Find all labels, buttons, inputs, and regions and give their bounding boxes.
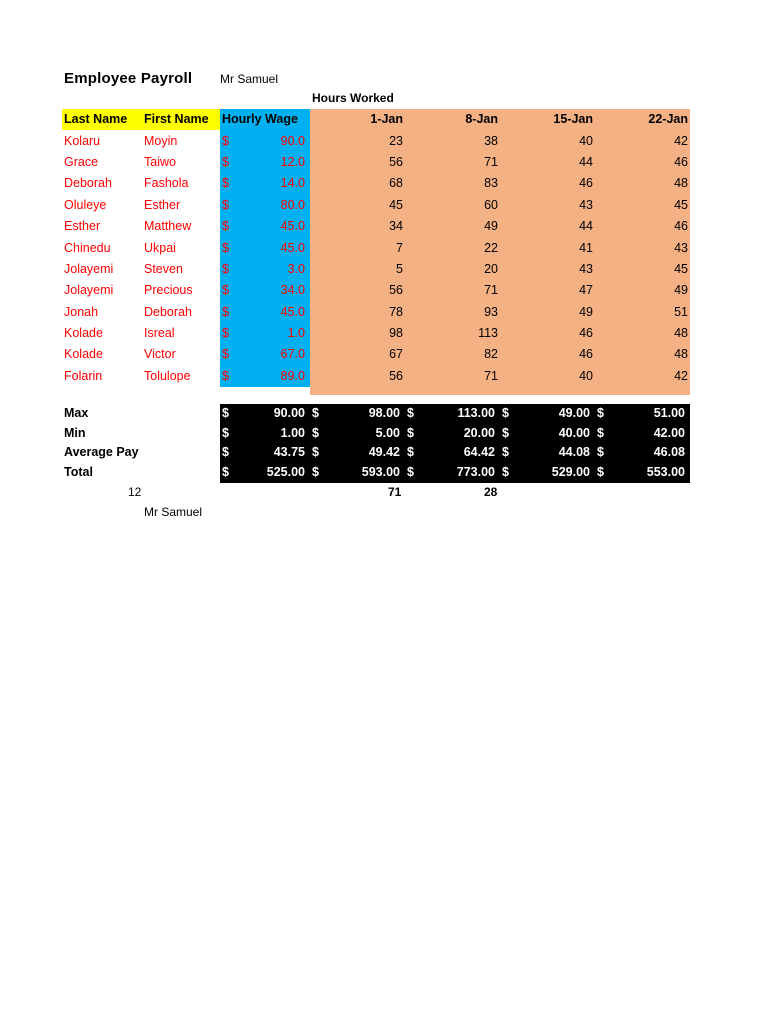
last-name-cell[interactable]: Deborah xyxy=(64,176,112,191)
hours-cell[interactable]: 43 xyxy=(595,237,690,258)
summary-value: 525.00 xyxy=(266,465,305,480)
last-name-cell[interactable]: Oluleye xyxy=(64,197,107,212)
table-row xyxy=(62,280,690,301)
hours-cell[interactable]: 7 xyxy=(310,237,405,258)
hours-cell[interactable]: 46 xyxy=(500,173,595,194)
header-date-4[interactable]: 22-Jan xyxy=(595,109,690,130)
summary-table xyxy=(62,404,690,483)
summary-value: 64.42 xyxy=(463,445,495,460)
table-row xyxy=(62,259,690,280)
hours-cell[interactable]: 23 xyxy=(310,130,405,151)
summary-value: 49.42 xyxy=(368,445,400,460)
table-row xyxy=(62,237,690,258)
hours-worked-header[interactable]: Hours Worked xyxy=(312,91,394,105)
summary-value: 113.00 xyxy=(457,406,495,420)
hours-cell[interactable]: 22 xyxy=(405,237,500,258)
summary-value-cell[interactable] xyxy=(595,443,690,463)
first-name-cell[interactable]: Esther xyxy=(144,197,181,212)
header-hourly-wage[interactable]: Hourly Wage xyxy=(220,109,310,130)
last-name-cell[interactable]: Jolayemi xyxy=(64,283,114,298)
currency-symbol: $ xyxy=(222,445,229,460)
currency-symbol: $ xyxy=(222,304,229,319)
currency-symbol: $ xyxy=(222,219,229,234)
wage-value: 67.0 xyxy=(280,347,305,362)
summary-value-cell[interactable] xyxy=(500,404,595,424)
hours-cell[interactable]: 38 xyxy=(405,130,500,151)
hours-cell[interactable]: 113 xyxy=(405,323,500,344)
last-name-cell[interactable]: Kolade xyxy=(64,326,103,341)
table-row xyxy=(62,302,690,323)
summary-value: 40.00 xyxy=(558,425,590,440)
currency-symbol: $ xyxy=(312,465,319,480)
header-first-name[interactable]: First Name xyxy=(142,109,220,130)
first-name-cell[interactable]: Victor xyxy=(144,347,176,362)
hours-cell[interactable]: 45 xyxy=(595,259,690,280)
hours-cell[interactable]: 41 xyxy=(500,237,595,258)
wage-value: 12.0 xyxy=(280,154,305,169)
summary-value-cell[interactable] xyxy=(595,463,690,483)
summary-value: 529.00 xyxy=(551,465,590,480)
footer-value-a[interactable]: 12 xyxy=(128,485,142,499)
currency-symbol: $ xyxy=(222,154,229,169)
last-name-cell[interactable]: Folarin xyxy=(64,368,103,383)
wage-value: 14.0 xyxy=(280,176,305,191)
currency-symbol: $ xyxy=(502,445,509,460)
currency-symbol: $ xyxy=(222,240,229,255)
footer-value-b[interactable]: 71 xyxy=(388,485,402,499)
summary-value: 553.00 xyxy=(646,465,685,480)
last-name-cell[interactable]: Jolayemi xyxy=(64,261,114,276)
currency-symbol: $ xyxy=(222,133,229,148)
hours-cell[interactable]: 51 xyxy=(595,302,690,323)
summary-value: 43.75 xyxy=(273,445,305,460)
wage-value: 45.0 xyxy=(280,240,305,255)
summary-value: 98.00 xyxy=(368,406,400,420)
first-name-cell[interactable]: Deborah xyxy=(144,304,192,319)
hours-cell[interactable]: 78 xyxy=(310,302,405,323)
first-name-cell[interactable]: Precious xyxy=(144,283,193,298)
hours-cell[interactable]: 71 xyxy=(405,280,500,301)
hours-cell[interactable]: 71 xyxy=(405,366,500,387)
table-row xyxy=(62,216,690,237)
summary-value: 773.00 xyxy=(456,465,495,480)
first-name-cell[interactable]: Isreal xyxy=(144,326,175,341)
hours-cell[interactable]: 40 xyxy=(500,130,595,151)
last-name-cell[interactable]: Kolaru xyxy=(64,133,101,148)
hours-cell[interactable]: 5 xyxy=(310,259,405,280)
hours-cell[interactable]: 49 xyxy=(405,216,500,237)
wage-value: 80.0 xyxy=(280,197,305,212)
currency-symbol: $ xyxy=(597,406,604,420)
hours-cell[interactable]: 20 xyxy=(405,259,500,280)
header-date-3[interactable]: 15-Jan xyxy=(500,109,595,130)
currency-symbol: $ xyxy=(407,406,414,420)
summary-value-cell[interactable] xyxy=(220,463,310,483)
header-row xyxy=(62,109,690,130)
summary-value: 1.00 xyxy=(280,425,305,440)
currency-symbol: $ xyxy=(502,406,509,420)
hours-cell[interactable]: 44 xyxy=(500,216,595,237)
summary-value-cell[interactable] xyxy=(500,463,595,483)
summary-label[interactable]: Average Pay xyxy=(64,445,139,460)
wage-value: 90.0 xyxy=(280,133,305,148)
hours-cell[interactable]: 43 xyxy=(500,259,595,280)
summary-value-cell[interactable] xyxy=(595,404,690,424)
currency-symbol: $ xyxy=(222,347,229,362)
hours-cell[interactable]: 42 xyxy=(595,366,690,387)
hourly-wage-cell[interactable] xyxy=(220,323,310,344)
currency-symbol: $ xyxy=(222,176,229,191)
empty-cell[interactable] xyxy=(405,387,500,395)
hours-cell[interactable]: 46 xyxy=(595,152,690,173)
empty-cell[interactable] xyxy=(220,387,310,395)
wage-value: 89.0 xyxy=(280,368,305,383)
currency-symbol: $ xyxy=(222,326,229,341)
hourly-wage-cell[interactable] xyxy=(220,216,310,237)
summary-value: 51.00 xyxy=(653,406,685,420)
last-name-cell[interactable]: Esther xyxy=(64,219,101,234)
summary-value-cell[interactable] xyxy=(500,424,595,444)
currency-symbol: $ xyxy=(222,368,229,383)
summary-value: 5.00 xyxy=(375,425,400,440)
summary-value-cell[interactable] xyxy=(310,424,405,444)
currency-symbol: $ xyxy=(597,425,604,440)
payroll-table xyxy=(62,109,690,395)
summary-value-cell[interactable] xyxy=(310,443,405,463)
hours-cell[interactable]: 68 xyxy=(310,173,405,194)
author-cell[interactable]: Mr Samuel xyxy=(220,72,279,86)
hours-cell[interactable]: 48 xyxy=(595,323,690,344)
currency-symbol: $ xyxy=(222,406,229,420)
header-date-1[interactable]: 1-Jan xyxy=(310,109,405,130)
hours-cell[interactable]: 49 xyxy=(595,280,690,301)
summary-value: 44.08 xyxy=(558,445,590,460)
first-name-cell[interactable]: Ukpai xyxy=(144,240,176,255)
last-name-cell[interactable]: Jonah xyxy=(64,304,99,319)
summary-value-cell[interactable] xyxy=(310,404,405,424)
currency-symbol: $ xyxy=(222,197,229,212)
hourly-wage-cell[interactable] xyxy=(220,366,310,387)
hourly-wage-cell[interactable] xyxy=(220,280,310,301)
summary-row xyxy=(62,424,690,444)
currency-symbol: $ xyxy=(597,465,604,480)
hours-cell[interactable]: 83 xyxy=(405,173,500,194)
last-name-cell[interactable]: Chinedu xyxy=(64,240,111,255)
currency-symbol: $ xyxy=(222,261,229,276)
summary-value-cell[interactable] xyxy=(500,443,595,463)
summary-value-cell[interactable] xyxy=(220,424,310,444)
summary-label[interactable]: Max xyxy=(64,406,89,420)
currency-symbol: $ xyxy=(312,425,319,440)
hours-cell[interactable]: 42 xyxy=(595,130,690,151)
summary-value-cell[interactable] xyxy=(405,424,500,444)
currency-symbol: $ xyxy=(312,445,319,460)
first-name-cell[interactable]: Matthew xyxy=(144,219,192,234)
summary-row xyxy=(62,463,690,483)
last-name-cell[interactable]: Kolade xyxy=(64,347,103,362)
summary-value-cell[interactable] xyxy=(220,404,310,424)
hours-cell[interactable]: 46 xyxy=(595,216,690,237)
hourly-wage-cell[interactable] xyxy=(220,195,310,216)
hourly-wage-cell[interactable] xyxy=(220,173,310,194)
hours-cell[interactable]: 67 xyxy=(310,344,405,365)
currency-symbol: $ xyxy=(502,465,509,480)
summary-value: 593.00 xyxy=(361,465,400,480)
hours-cell[interactable]: 40 xyxy=(500,366,595,387)
hourly-wage-cell[interactable] xyxy=(220,259,310,280)
hours-cell[interactable]: 48 xyxy=(595,344,690,365)
empty-cell[interactable] xyxy=(500,387,595,395)
hours-cell[interactable]: 56 xyxy=(310,366,405,387)
summary-label[interactable]: Total xyxy=(64,465,93,480)
hours-cell[interactable]: 56 xyxy=(310,152,405,173)
summary-value-cell[interactable] xyxy=(405,443,500,463)
hourly-wage-cell[interactable] xyxy=(220,130,310,151)
wage-value: 34.0 xyxy=(280,283,305,298)
hours-cell[interactable]: 46 xyxy=(500,344,595,365)
first-name-cell[interactable]: Steven xyxy=(144,261,183,276)
wage-value: 45.0 xyxy=(280,304,305,319)
hours-cell[interactable]: 71 xyxy=(405,152,500,173)
hours-cell[interactable]: 49 xyxy=(500,302,595,323)
page-title: Employee Payroll xyxy=(64,70,193,87)
wage-value: 45.0 xyxy=(280,219,305,234)
currency-symbol: $ xyxy=(222,465,229,480)
hours-cell[interactable]: 60 xyxy=(405,195,500,216)
summary-row xyxy=(62,404,690,424)
empty-cell[interactable] xyxy=(62,387,142,395)
table-row xyxy=(62,152,690,173)
wage-value: 3.0 xyxy=(287,261,305,276)
last-name-cell[interactable]: Grace xyxy=(64,154,99,169)
currency-symbol: $ xyxy=(407,445,414,460)
hours-cell[interactable]: 45 xyxy=(595,195,690,216)
first-name-cell[interactable]: Fashola xyxy=(144,176,189,191)
table-row xyxy=(62,344,690,365)
currency-symbol: $ xyxy=(597,445,604,460)
footer-value-c[interactable]: 28 xyxy=(484,485,498,499)
summary-value: 46.08 xyxy=(653,445,685,460)
summary-value: 42.00 xyxy=(653,425,685,440)
header-date-2[interactable]: 8-Jan xyxy=(405,109,500,130)
first-name-cell[interactable]: Taiwo xyxy=(144,154,176,169)
hours-cell[interactable]: 46 xyxy=(500,323,595,344)
currency-symbol: $ xyxy=(502,425,509,440)
currency-symbol: $ xyxy=(407,425,414,440)
table-row xyxy=(62,366,690,387)
summary-value: 20.00 xyxy=(463,425,495,440)
hours-cell[interactable]: 34 xyxy=(310,216,405,237)
signature-cell[interactable]: Mr Samuel xyxy=(144,505,203,519)
hours-cell[interactable]: 43 xyxy=(500,195,595,216)
table-row xyxy=(62,323,690,344)
first-name-cell[interactable]: Tolulope xyxy=(144,368,191,383)
summary-value-cell[interactable] xyxy=(220,443,310,463)
hours-cell[interactable]: 44 xyxy=(500,152,595,173)
wage-value: 1.0 xyxy=(287,326,305,341)
hourly-wage-cell[interactable] xyxy=(220,302,310,323)
table-row xyxy=(62,130,690,151)
hourly-wage-cell[interactable] xyxy=(220,152,310,173)
table-row xyxy=(62,173,690,194)
first-name-cell[interactable]: Moyin xyxy=(144,133,178,148)
spacer-row xyxy=(62,387,690,395)
hours-cell[interactable]: 98 xyxy=(310,323,405,344)
hours-cell[interactable]: 47 xyxy=(500,280,595,301)
summary-value: 49.00 xyxy=(558,406,590,420)
hours-cell[interactable]: 93 xyxy=(405,302,500,323)
summary-value-cell[interactable] xyxy=(405,463,500,483)
summary-label[interactable]: Min xyxy=(64,425,86,440)
summary-value-cell[interactable] xyxy=(405,404,500,424)
empty-cell[interactable] xyxy=(310,387,405,395)
hours-cell[interactable]: 45 xyxy=(310,195,405,216)
summary-value-cell[interactable] xyxy=(310,463,405,483)
summary-value-cell[interactable] xyxy=(595,424,690,444)
hours-cell[interactable]: 48 xyxy=(595,173,690,194)
currency-symbol: $ xyxy=(407,465,414,480)
hours-cell[interactable]: 82 xyxy=(405,344,500,365)
header-last-name[interactable]: Last Name xyxy=(62,109,142,130)
summary-value: 90.00 xyxy=(273,406,305,420)
currency-symbol: $ xyxy=(312,406,319,420)
currency-symbol: $ xyxy=(222,283,229,298)
table-row xyxy=(62,195,690,216)
hourly-wage-cell[interactable] xyxy=(220,237,310,258)
summary-row xyxy=(62,443,690,463)
currency-symbol: $ xyxy=(222,425,229,440)
empty-cell[interactable] xyxy=(595,387,690,395)
empty-cell[interactable] xyxy=(142,387,220,395)
hours-cell[interactable]: 56 xyxy=(310,280,405,301)
hourly-wage-cell[interactable] xyxy=(220,344,310,365)
